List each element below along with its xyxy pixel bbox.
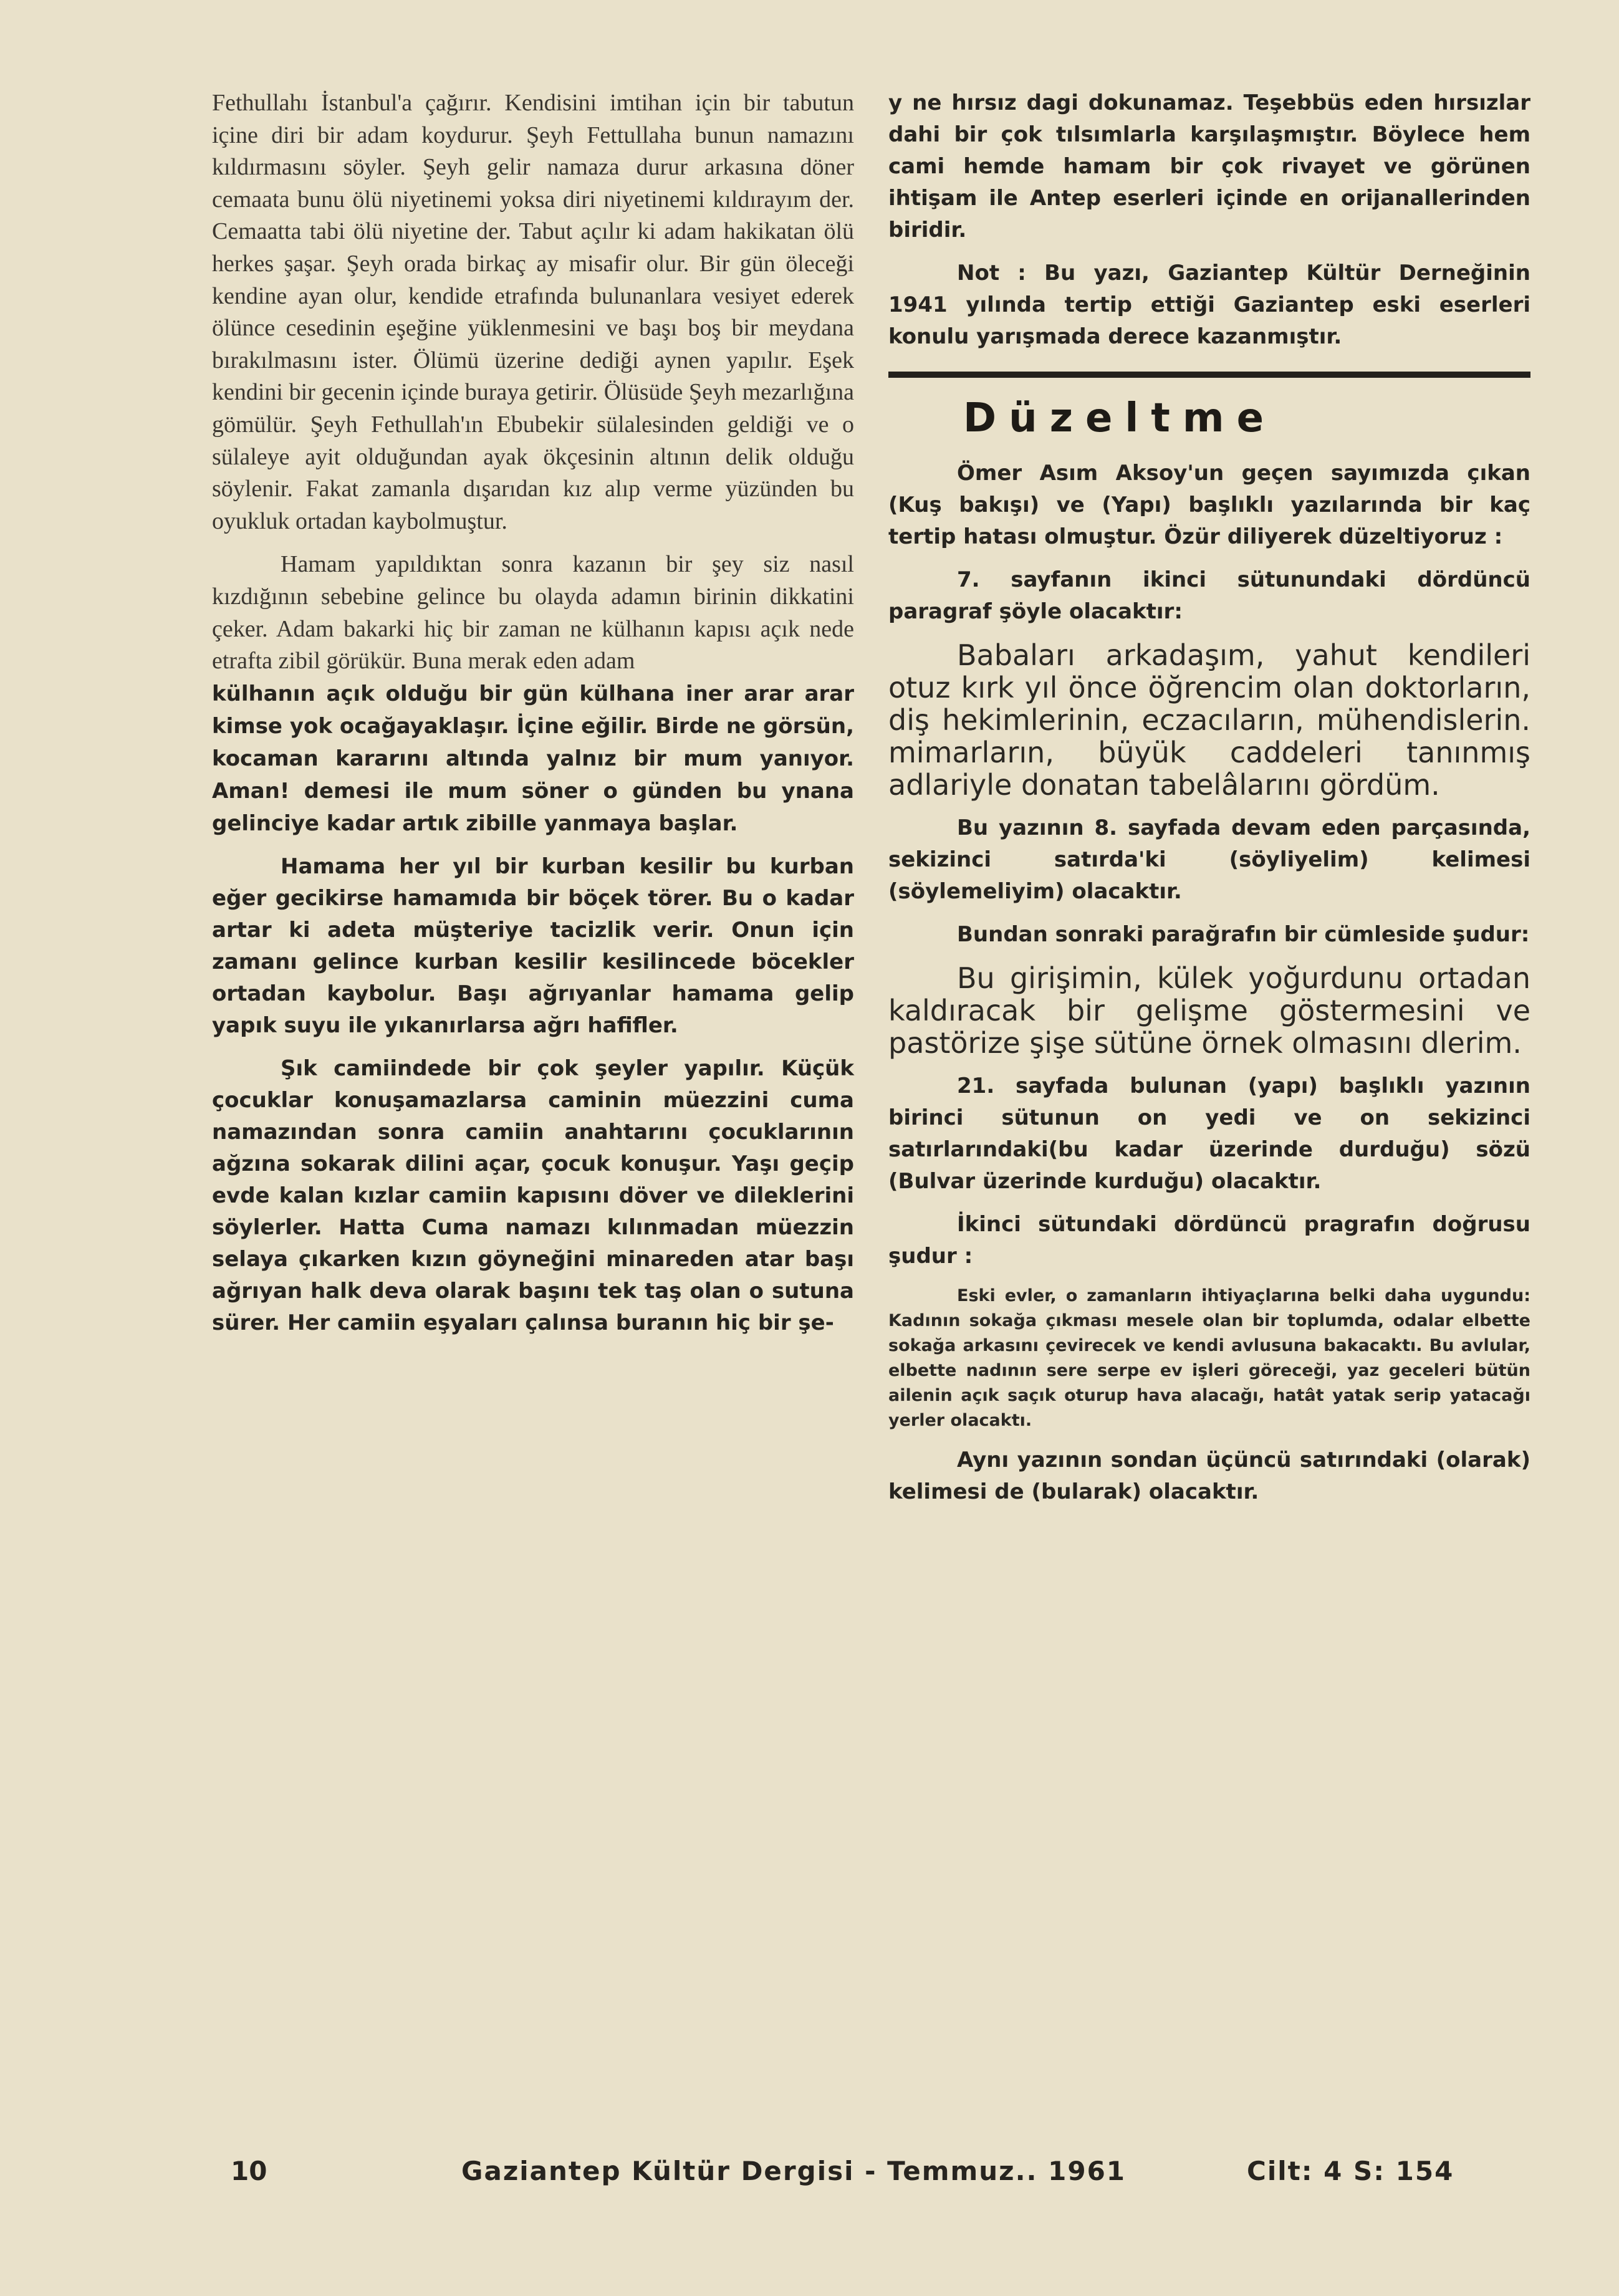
- section-divider: [888, 372, 1530, 378]
- paragraph: Fethullahı İstanbul'a çağırır. Kendisini imtihan için bir tabutun içine diri bir adam koydurur. Şeyh Fettullaha bunun namazını kıldırmasını söyler. Şeyh gelir namaza durur arkasına döner cemaata bunu ölü niyetinemi yoksa diri niyetinemi kıldırayım der. Cemaatta tabi ölü niyetine der. Tabut açılır ki adam hakikatan ölü herkes şaşar. Şeyh orada birkaç ay misafir olur. Bir gün öleceği kendine ayan olur, kendide etrafında bulunanlara vesiyet ederek ölünce cesedinin eşeğine yüklenmesini ve başı boş bir meydana bırakılmasını ister. Ölümü üzerine dediği aynen yapılır. Eşek kendini bir gecenin içinde buraya getirir. Ölüsüde Şeyh mezarlığına gömülür. Şeyh Fethullah'ın Ebubekir sülalesinden geldiği ve o sülaleye ayit olduğundan ayak ökçesinin altının delik olduğu söylenir. Fakat zamanla dışarıdan kız alıp verme yüzünden bu oyukluk ortadan kaybolmuştur.: [212, 90, 854, 534]
- page-number: 10: [231, 2156, 267, 2186]
- paragraph: Hamama her yıl bir kurban kesilir bu kurban eğer gecikirse hamamıda bir böçek törer. Bu o kadar artar ki adeta müşteriye tacizlik verir. Onun için zamanı gelince kurban kesilir kesilincede böcekler ortadan kaybolur. Başı ağrıyanlar hamama gelip yapık suyu ile yıkanırlarsa ağrı hafifler.: [212, 853, 854, 1038]
- paragraph: y ne hırsız dagi dokunamaz. Teşebbüs eden hırsızlar dahi bir çok tılsımlarla karşılaşmıştır. Böylece hem cami hemde hamam bir çok rivayet ve görünen ihtişam ile Antep eserleri içinde en orijanallerinden biridir.: [888, 90, 1530, 243]
- quoted-correction: Babaları arkadaşım, yahut kendileri otuz kırk yıl önce öğrencim olan doktorların, diş hekimlerinin, eczacıların, mühendislerin. mimarların, büyük caddeleri tanınmış adlariyle donatan tabelâlarını gördüm.: [888, 638, 1530, 802]
- paragraph: Bundan sonraki parağrafın bir cümleside şudur:: [957, 922, 1530, 947]
- paragraph: Hamam yapıldıktan sonra kazanın bir şey siz nasıl kızdığının sebebine gelince bu olayda adamın birinin dikkatini çeker. Adam bakarki hiç bir zaman ne külhanın kapısı açık nede etrafta zibil görükür. Buna merak eden adam: [212, 551, 854, 675]
- magazine-title: Gaziantep Kültür Dergisi - Temmuz.. 1961: [461, 2156, 1127, 2186]
- paragraph: 7. sayfanın ikinci sütunundaki dördüncü paragraf şöyle olacaktır:: [888, 567, 1530, 624]
- quoted-correction: Bu girişimin, külek yoğurdunu ortadan kaldıracak bir gelişme göstermesini ve pastörize şişe sütüne örnek olmasını dlerim.: [888, 961, 1530, 1060]
- paragraph: Aynı yazının sondan üçüncü satırındaki (olarak) kelimesi de (bularak) olacaktır.: [888, 1448, 1530, 1504]
- author-note: Not : Bu yazı, Gaziantep Kültür Derneğinin 1941 yılında tertip ettiği Gaziantep eski eserleri konulu yarışmada derece kazanmıştır.: [888, 261, 1530, 349]
- volume-info: Cilt: 4 S: 154: [1247, 2156, 1454, 2186]
- paragraph: külhanın açık olduğu bir gün külhana iner arar arar kimse yok ocağayaklaşır. İçine eğilir. Birde ne görsün, kocaman kararını altında yalnız bir mum yanıyor. Aman! demesi ile mum söner o günden bu ynana gelinciye kadar artık zibille yanmaya başlar.: [212, 681, 854, 836]
- quoted-correction: Eski evler, o zamanların ihtiyaçlarına belki daha uygundu: Kadının sokağa çıkması mesele olan bir toplumda, odalar elbette sokağa arkasını çevirecek ve kendi avlusuna bakacaktı. Bu avlular, elbette nadının sere serpe ev işleri göreceği, yaz geceleri bütün ailenin açık saçık oturup hava alacağı, hatât yatak serip yatacağı yerler olacaktı.: [888, 1286, 1530, 1430]
- right-column: [888, 87, 1530, 1519]
- left-column: [212, 87, 854, 1350]
- paragraph: 21. sayfada bulunan (yapı) başlıklı yazının birinci sütunun on yedi ve on sekizinci satırlarındaki(bu kadar üzerinde durduğu) sözü (Bulvar üzerinde kurduğu) olacaktır.: [888, 1074, 1530, 1194]
- section-heading: Düzeltme: [963, 395, 1276, 441]
- paragraph: Ömer Asım Aksoy'un geçen sayımızda çıkan (Kuş bakışı) ve (Yapı) başlıklı yazılarında bir kaç tertip hatası olmuştur. Özür diliyerek düzeltiyoruz :: [888, 461, 1530, 549]
- paragraph: İkinci sütundaki dördüncü pragrafın doğrusu şudur :: [888, 1212, 1530, 1269]
- paragraph: Şık camiindede bir çok şeyler yapılır. Küçük çocuklar konuşamazlarsa caminin müezzini cuma namazından sonra camiin anahtarını çocuklarının ağzına sokarak dilini açar, çocuk konuşur. Yaşı geçip evde kalan kızlar camiin kapısını döver ve dileklerini söylerler. Hatta Cuma namazı kılınmadan müezzin selaya çıkarken kızın göyneğini minareden atar başı ağrıyan halk deva olarak başını tek taş olan o sutuna sürer. Her camiin eşyaları çalınsa buranın hiç bir şe-: [212, 1055, 854, 1335]
- paragraph: Bu yazının 8. sayfada devam eden parçasında, sekizinci satırda'ki (söyliyelim) kelimesi (söylemeliyim) olacaktır.: [888, 815, 1530, 904]
